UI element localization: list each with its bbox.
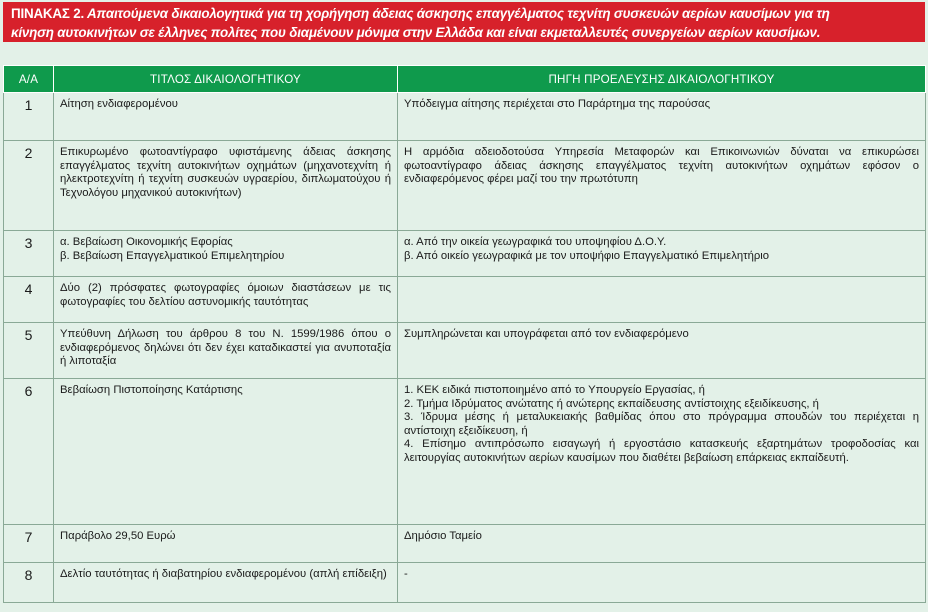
row-source	[398, 231, 926, 277]
row-title-b: β. Βεβαίωση Επαγγελματικού Επιμελητηρίου	[60, 249, 285, 262]
row-title: Βεβαίωση Πιστοποίησης Κατάρτισης	[54, 379, 398, 525]
row-title: Δύο (2) πρόσφατες φωτογραφίες όμοιων διαστάσεων με τις φωτογραφίες του δελτίου αστυνομικής ταυτότητας	[54, 277, 398, 323]
row-source	[398, 277, 926, 323]
table-row	[4, 563, 926, 603]
row-source-b: β. Από οικείο γεωγραφικά με τον υποψήφιο Επαγγελματικό Επιμελητήριο	[404, 249, 770, 262]
row-title: Αίτηση ενδιαφερομένου	[54, 93, 398, 141]
row-title-a: α. Βεβαίωση Οικονομικής Εφορίας	[60, 236, 233, 248]
row-num: 7	[4, 525, 54, 563]
documents-table	[3, 65, 926, 603]
table-wrapper	[3, 43, 926, 603]
caption-lead: ΠΙΝΑΚΑΣ 2.	[11, 6, 84, 21]
row-title: Επικυρωμένο φωτοαντίγραφο υφιστάμενης άδειας άσκησης επαγγέλματος τεχνίτη αυτοκινήτων οχημάτων (μηχανοτεχνίτη ή ηλεκτροτεχνίτη ή τεχνίτη συσκευών υγραερίου, διπλωματούχου ή Τεχνολόγου μηχανικού αυτοκινήτων)	[54, 141, 398, 231]
table-row	[4, 277, 926, 323]
row-source	[398, 379, 926, 525]
row-num: 8	[4, 563, 54, 603]
row-num: 3	[4, 231, 54, 277]
row-title: Υπεύθυνη Δήλωση του άρθρου 8 του Ν. 1599/1986 όπου ο ενδιαφερόμενος δηλώνει ότι δεν έχει καταδικαστεί για ανυποταξία ή λιποταξία	[54, 323, 398, 379]
row-source-item-3: 3. Ίδρυμα μέσης ή μεταλυκειακής βαθμίδας όπου στο πρόγραμμα σπουδών του περιέχεται η αντίστοιχη εξειδίκευση, ή	[404, 411, 919, 437]
table-row	[4, 525, 926, 563]
table-row	[4, 93, 926, 141]
row-title: Παράβολο 29,50 Ευρώ	[54, 525, 398, 563]
caption-line-1	[11, 4, 917, 23]
row-source: -	[398, 563, 926, 603]
header-title: ΤΙΤΛΟΣ ΔΙΚΑΙΟΛΟΓΗΤΙΚΟΥ	[54, 66, 398, 93]
header-source: ΠΗΓΗ ΠΡΟΕΛΕΥΣΗΣ ΔΙΚΑΙΟΛΟΓΗΤΙΚΟΥ	[398, 66, 926, 93]
row-title: Δελτίο ταυτότητας ή διαβατηρίου ενδιαφερομένου (απλή επίδειξη)	[54, 563, 398, 603]
row-source-item-2: 2. Τμήμα Ιδρύματος ανώτατης ή ανώτερης εκπαίδευσης αντίστοιχης εξειδίκευσης, ή	[404, 397, 819, 410]
table-row	[4, 379, 926, 525]
row-num: 6	[4, 379, 54, 525]
row-title	[54, 231, 398, 277]
row-num: 4	[4, 277, 54, 323]
table-row	[4, 141, 926, 231]
table-caption	[3, 2, 925, 42]
row-source: Συμπληρώνεται και υπογράφεται από τον ενδιαφερόμενο	[398, 323, 926, 379]
table-header-row	[4, 66, 926, 93]
row-num: 2	[4, 141, 54, 231]
row-source: Υπόδειγμα αίτησης περιέχεται στο Παράρτημα της παρούσας	[398, 93, 926, 141]
header-num: Α/Α	[4, 66, 54, 93]
row-source-a: α. Από την οικεία γεωγραφικά του υποψηφίου Δ.Ο.Υ.	[404, 236, 667, 248]
row-source: Δημόσιο Ταμείο	[398, 525, 926, 563]
caption-text-1: Απαιτούμενα δικαιολογητικά για τη χορήγηση άδειας άσκησης επαγγέλματος τεχνίτη συσκευών αερίων καυσίμων για τη	[87, 6, 830, 21]
row-source-item-1: 1. ΚΕΚ ειδικά πιστοποιημένο από το Υπουργείο Εργασίας, ή	[404, 384, 705, 396]
table-row	[4, 323, 926, 379]
table-row	[4, 231, 926, 277]
caption-line-2: κίνηση αυτοκινήτων σε έλληνες πολίτες που διαμένουν μόνιμα στην Ελλάδα και είναι εκμεταλλευτές συνεργείων αερίων καυσίμων.	[11, 25, 821, 40]
row-source: Η αρμόδια αδειοδοτούσα Υπηρεσία Μεταφορών και Επικοινωνιών δύναται να επικυρώσει φωτοαντίγραφο άδειας άσκησης επαγγέλματος τεχνίτη αυτοκινήτων οχημάτων εφόσον ο ενδιαφερόμενος φέρει μαζί του την πρωτότυπη	[398, 141, 926, 231]
row-num: 1	[4, 93, 54, 141]
row-num: 5	[4, 323, 54, 379]
row-source-item-4: 4. Επίσημο αντιπρόσωπο εισαγωγή ή εργοστάσιο κατασκευής εξαρτημάτων τροφοδοσίας και λειτουργίας αυτοκινήτων αερίων καυσίμων που διαθέτει βεβαίωση επάρκειας εκπαίδευτή.	[404, 438, 919, 464]
